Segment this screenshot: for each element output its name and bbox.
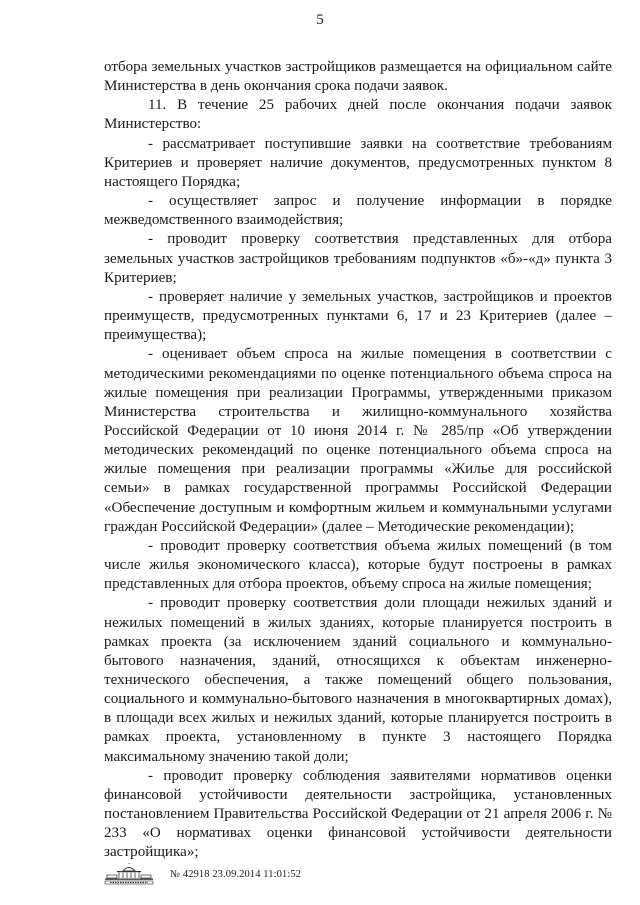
paragraph-clause-11: 11. В течение 25 рабочих дней после окончания подачи заявок Министерство:	[104, 97, 612, 133]
government-building-logo-icon	[104, 863, 154, 885]
list-item-check-land-plots: - проводит проверку соответствия представленных для отбора земельных участков застройщиков требованиям подпунктов «б»-«д» пункта 3 Критериев;	[104, 231, 612, 286]
registration-stamp: № 42918 23.09.2014 11:01:52	[170, 868, 302, 880]
document-body	[104, 58, 612, 863]
list-item-review-applications: - рассматривает поступившие заявки на соответствие требованиям Критериев и проверяет наличие документов, предусмотренных пунктом 8 настоящего Порядка;	[104, 135, 612, 190]
paragraph-publication-note: отбора земельных участков застройщиков размещается на официальном сайте Министерства в день окончания срока подачи заявок.	[104, 59, 612, 95]
list-item-check-nonresidential-share: - проводит проверку соответствия доли площади нежилых зданий и нежилых помещений в жилых зданиях, которые планируется построить в рамках проекта (за исключением зданий социального и коммунально-бытового назначения, зданий, относящихся к объектам инженерно-технического обеспечения, а также помещений общего пользования, социального и коммунально-бытового назначения в многоквартирных домах), в площади всех жилых и нежилых зданий, которые планируется построить в рамках проекта, установленному в пункте 3 настоящего Порядка максимальному значению такой доли;	[104, 595, 612, 765]
list-item-check-advantages: - проверяет наличие у земельных участков, застройщиков и проектов преимуществ, предусмотренных пунктами 6, 17 и 23 Критериев (далее – преимущества);	[104, 288, 612, 344]
list-item-estimate-demand: - оценивает объем спроса на жилые помещения в соответствии с методическими рекомендациями по оценке потенциального объема спроса на жилые помещения при реализации Программы, утвержденными приказом Министерства строительства и жилищно-коммунального хозяйства Российской Федерации от 10 июня 2014 г. № 285/пр «Об утверждении методических рекомендаций по оценке потенциального объема спроса на жилые помещения при реализации программы «Жилье для российской семьи» в рамках государственной программы Российской Федерации «Обеспечение доступным и комфортным жильем и коммунальными услугами граждан Российской Федерации» (далее – Методические рекомендации);	[104, 346, 612, 535]
document-stamp	[104, 862, 301, 886]
list-item-interagency-request: - осуществляет запрос и получение информации в порядке межведомственного взаимодействия;	[104, 193, 612, 229]
page-number: 5	[316, 12, 324, 28]
list-item-check-housing-volume: - проводит проверку соответствия объема жилых помещений (в том числе жилья экономического класса), которые будут построены в рамках представленных для отбора проектов, объему спроса на жилые помещения;	[104, 537, 612, 593]
list-item-check-financial-stability: - проводит проверку соблюдения заявителями нормативов оценки финансовой устойчивости деятельности застройщика, установленных постановлением Правительства Российской Федерации от 21 апреля 2006 г. № 233 «О нормативах оценки финансовой устойчивости деятельности застройщика»;	[104, 767, 612, 861]
